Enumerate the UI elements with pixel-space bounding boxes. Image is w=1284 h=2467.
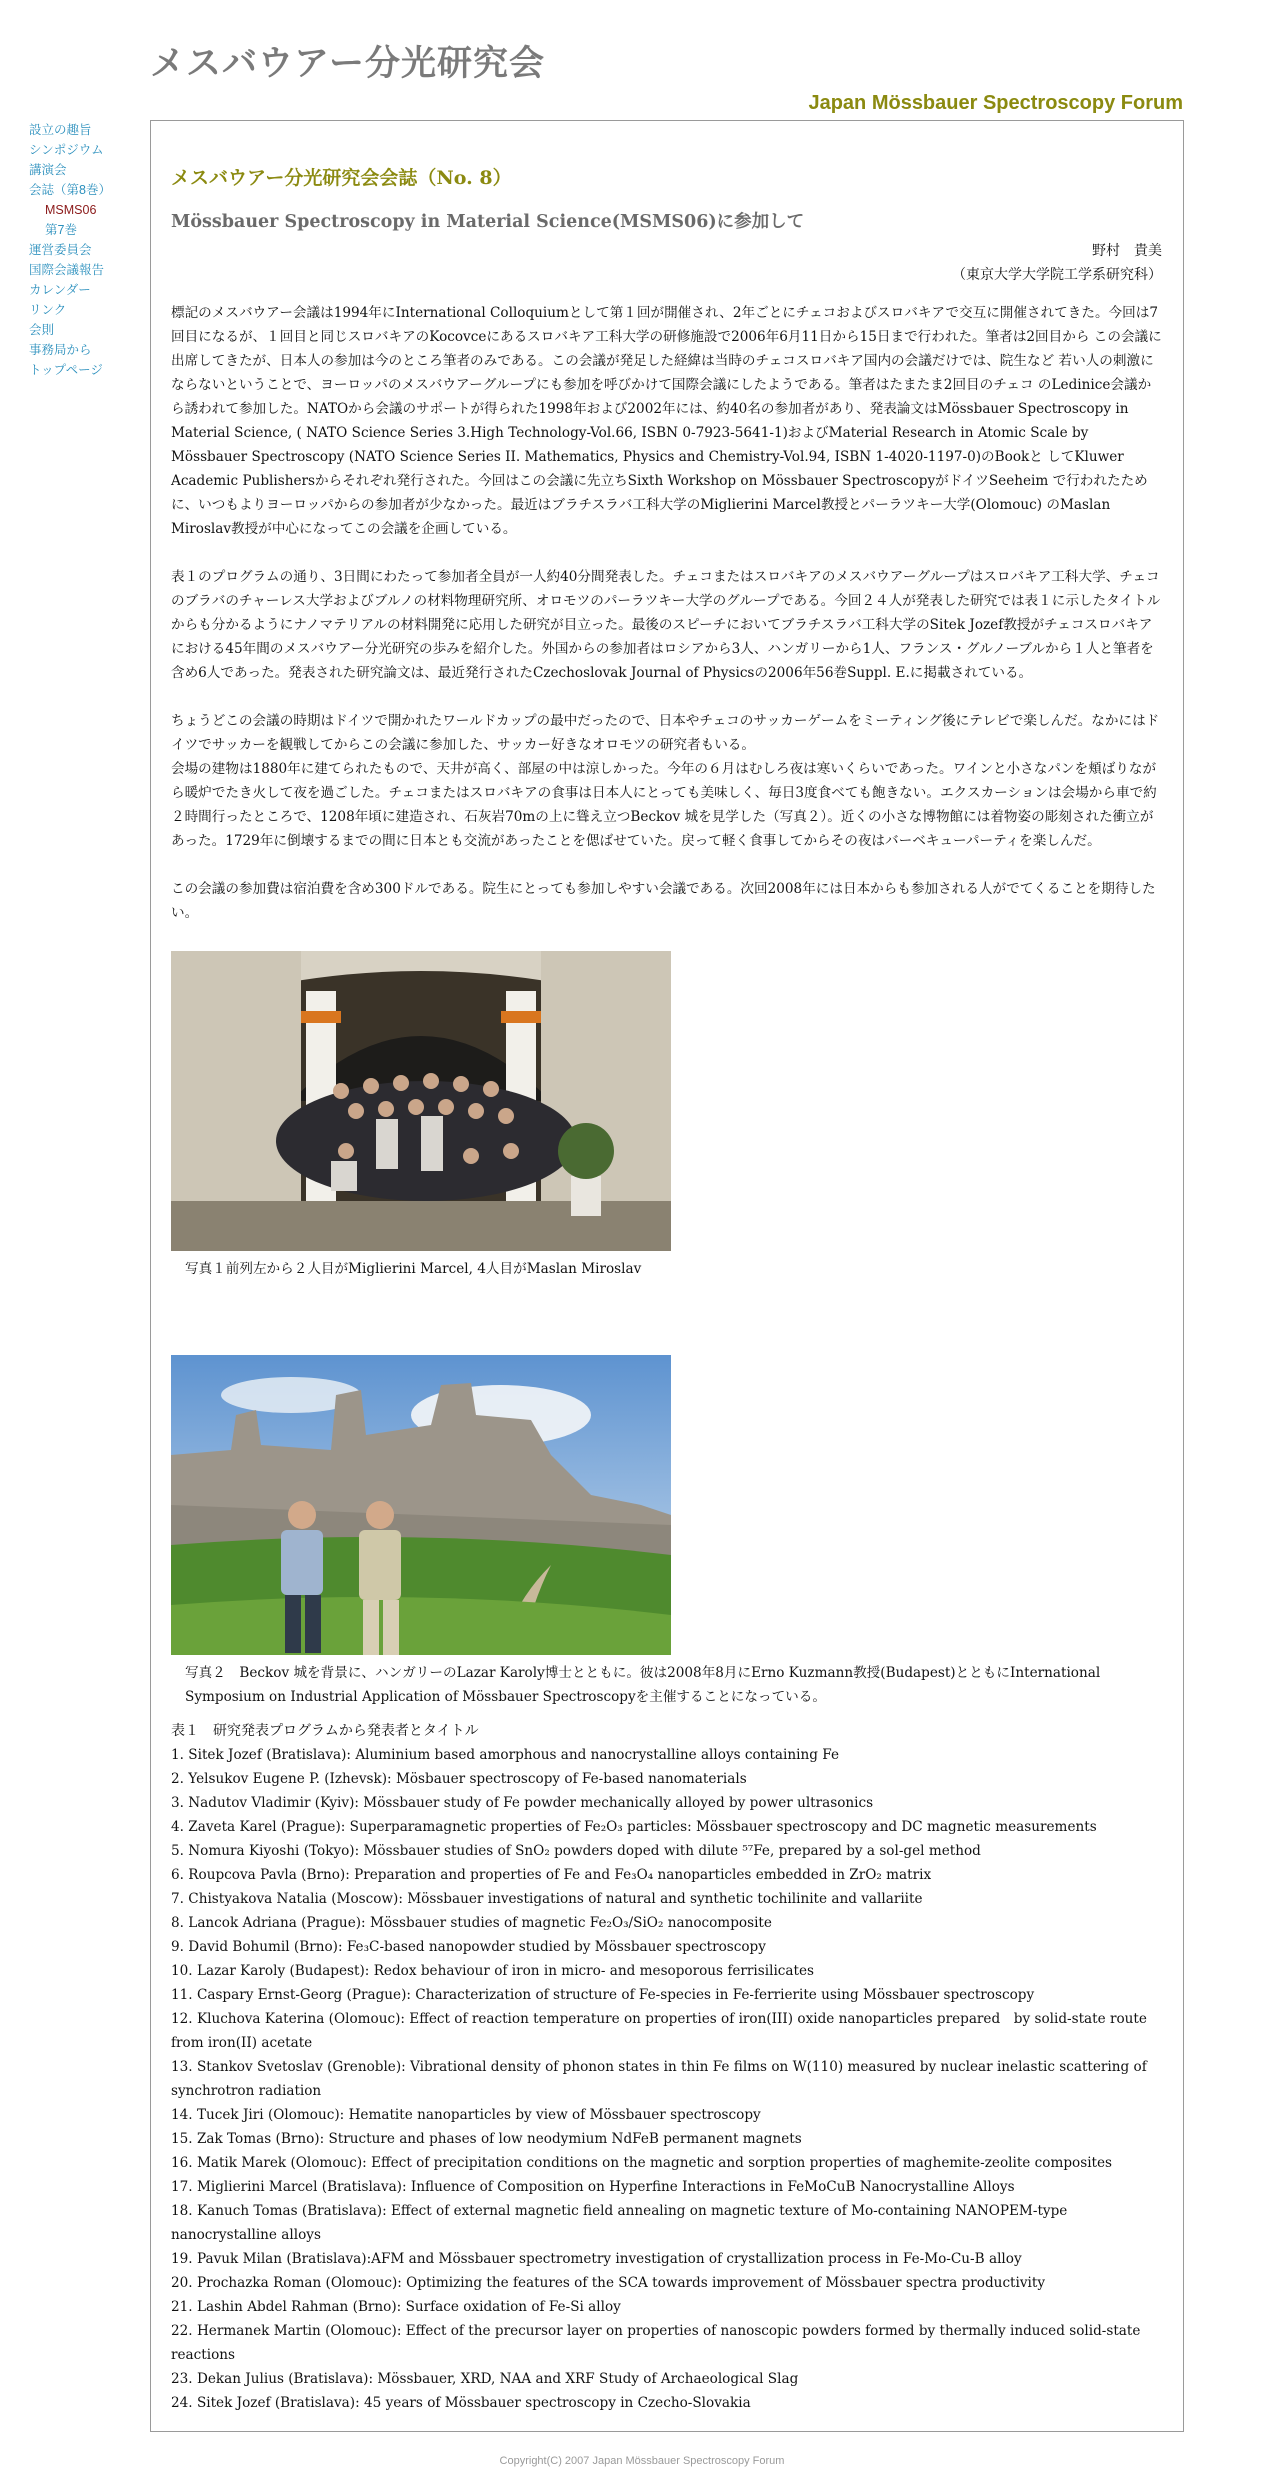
nav-item[interactable]: 講演会 xyxy=(29,163,67,177)
program-item: 1. Sitek Jozef (Bratislava): Aluminium based amorphous and nanocrystalline alloys containing Fe xyxy=(171,1747,839,1763)
nav-item[interactable]: 会誌（第8巻） xyxy=(29,183,111,197)
program-list xyxy=(171,1743,1164,2415)
nav-item[interactable]: リンク xyxy=(29,303,67,317)
nav-item[interactable]: MSMS06 xyxy=(45,203,97,217)
program-item: 14. Tucek Jiri (Olomouc): Hematite nanoparticles by view of Mössbauer spectroscopy xyxy=(171,2107,761,2123)
program-item: 3. Nadutov Vladimir (Kyiv): Mössbauer study of Fe powder mechanically alloyed by power ultrasonics xyxy=(171,1795,874,1811)
nav-item[interactable]: 第7巻 xyxy=(45,223,77,237)
nav-item[interactable]: カレンダー xyxy=(29,283,91,297)
paragraph: 表１のプログラムの通り、3日間にわたって参加者全員が一人約40分間発表した。チェコまたはスロバキアのメスバウアーグループはスロバキア工科大学、チェコのブラバのチャーレス大学およびブルノの材料物理研究所、オロモツのパーラツキー大学のグループである。今回２４人が発表した研究では表１に示したタイトルからも分かるようにナノマテリアルの材料開発に応用した研究が目立った。最後のスピーチにおいてブラチスラバ工科大学のSitek Jozef教授がチェコスロバキアにおける45年間のメスバウアー分光研究の歩みを紹介した。外国からの参加者はロシアから3人、ハンガリーから1人、フランス・グルノーブルから１人と筆者を含め6人であった。発表された研究論文は、最近発行されたCzechoslovak Journal of Physicsの2006年56巻Suppl. E.に掲載されている。 xyxy=(171,569,1161,681)
author-name: 野村 貴美 xyxy=(1092,243,1162,259)
photo1-caption: 写真１前列左から２人目がMiglierini Marcel, 4人目がMaslan Miroslav xyxy=(185,1261,642,1277)
program-item: 20. Prochazka Roman (Olomouc): Optimizing the features of the SCA towards improvement of Mössbauer spectra productivity xyxy=(171,2275,1046,2291)
paragraph: ちょうどこの会議の時期はドイツで開かれたワールドカップの最中だったので、日本やチェコのサッカーゲームをミーティング後にテレビで楽しんだ。なかにはドイツでサッカーを観戦してからこの会議に参加した、サッカー好きなオロモツの研究者もいる。 xyxy=(171,713,1160,753)
nav-item[interactable]: トップページ xyxy=(29,363,103,377)
footer-copyright: Copyright(C) 2007 Japan Mössbauer Spectroscopy Forum xyxy=(499,2455,785,2467)
program-item: 15. Zak Tomas (Brno): Structure and phases of low neodymium NdFeB permanent magnets xyxy=(171,2131,802,2147)
program-item: 12. Kluchova Katerina (Olomouc): Effect of reaction temperature on properties of iron(III) oxide nanoparticles prepared by solid-state route from iron(II) acetate xyxy=(171,2011,1147,2051)
nav-item[interactable]: 国際会議報告 xyxy=(29,263,105,277)
program-item: 16. Matik Marek (Olomouc): Effect of precipitation conditions on the magnetic and sorption properties of maghemite-zeolite composites xyxy=(171,2155,1113,2171)
article-container xyxy=(150,120,1184,2432)
program-item: 4. Zaveta Karel (Prague): Superparamagnetic properties of Fe₂O₃ particles: Mössbauer spectroscopy and DC magnetic measurements xyxy=(171,1819,1097,1835)
nav-item[interactable]: 設立の趣旨 xyxy=(29,123,92,137)
program-table-title: 表１ 研究発表プログラムから発表者とタイトル xyxy=(171,1723,479,1739)
program-item: 9. David Bohumil (Brno): Fe₃C-based nanopowder studied by Mössbauer spectroscopy xyxy=(171,1939,766,1955)
program-item: 2. Yelsukov Eugene P. (Izhevsk): Mösbauer spectroscopy of Fe-based nanomaterials xyxy=(171,1771,747,1787)
nav-item[interactable]: 会則 xyxy=(29,323,55,337)
program-item: 18. Kanuch Tomas (Bratislava): Effect of external magnetic field annealing on magnetic texture of Mo-containing NANOPEM-type nanocrystalline alloys xyxy=(171,2203,1068,2243)
photo2-caption: 写真２ Beckov 城を背景に、ハンガリーのLazar Karoly博士とともに。彼は2008年8月にErno Kuzmann教授(Budapest)とともにInternational Symposium on Industrial Application of Mössbauer Spectroscopyを主催することになっている。 xyxy=(185,1665,1101,1705)
program-item: 22. Hermanek Martin (Olomouc): Effect of the precursor layer on properties of nanoscopic powders formed by thermally induced solid-state reactions xyxy=(171,2323,1141,2363)
program-item: 10. Lazar Karoly (Budapest): Redox behaviour of iron in micro- and mesoporous ferrisilicates xyxy=(171,1963,814,1979)
program-item: 24. Sitek Jozef (Bratislava): 45 years of Mössbauer spectroscopy in Czecho-Slovakia xyxy=(171,2395,751,2411)
article-title: Mössbauer Spectroscopy in Material Science(MSMS06)に参加して xyxy=(171,212,805,232)
forum-title: Japan Mössbauer Spectroscopy Forum xyxy=(808,92,1183,114)
program-item: 6. Roupcova Pavla (Brno): Preparation and properties of Fe and Fe₃O₄ nanoparticles embedded in ZrO₂ matrix xyxy=(171,1867,932,1883)
castle-photo xyxy=(171,1355,671,1655)
nav-item[interactable]: シンポジウム xyxy=(29,143,104,157)
program-item: 21. Lashin Abdel Rahman (Brno): Surface oxidation of Fe-Si alloy xyxy=(171,2299,621,2315)
sidebar-nav xyxy=(29,120,159,380)
paragraph: 標記のメスバウアー会議は1994年にInternational Colloquiumとして第１回が開催され、2年ごとにチェコおよびスロバキアで交互に開催されてきた。今回は7回目になるが、１回目と同じスロバキアのKocovceにあるスロバキア工科大学の研修施設で2006年6月11日から15日まで行われた。筆者は2回目から この会議に出席してきたが、日本人の参加は今のところ筆者のみである。この会議が発足した経緯は当時のチェコスロバキア国内の会議だけでは、院生など 若い人の刺激にならないということで、ヨーロッパのメスバウアーグループにも参加を呼びかけて国際会議にしたようである。筆者はたまたま2回目のチェコ のLedinice会議から誘われて参加した。NATOから会議のサポートが得られた1998年および2002年には、約40名の参加者があり、発表論文はMössbauer Spectroscopy in Material Science, ( NATO Science Series 3.High Technology-Vol.66, ISBN 0-7923-5641-1)およびMaterial Research in Atomic Scale by Mössbauer Spectroscopy (NATO Science Series II. Mathematics, Physics and Chemistry-Vol.94, ISBN 1-4020-1197-0)のBookと してKluwer Academic Publishersからそれぞれ発行された。今回はこの会議に先立ちSixth Workshop on Mössbauer SpectroscopyがドイツSeeheim で行われたために、いつもよりヨーロッパからの参加者が少なかった。最近はブラチスラバ工科大学のMiglierini Marcel教授とパーラツキー大学(Olomouc) のMaslan Miroslav教授が中心になってこの会議を企画している。 xyxy=(171,305,1162,537)
author-block xyxy=(171,239,1164,287)
author-affiliation: （東京大学大学院工学系研究科） xyxy=(952,267,1162,283)
paragraph: この会議の参加費は宿泊費を含め300ドルである。院生にとっても参加しやすい会議である。次回2008年には日本からも参加される人がでてくることを期待したい。 xyxy=(171,881,1156,921)
program-item: 19. Pavuk Milan (Bratislava):AFM and Mössbauer spectrometry investigation of crystallization process in Fe-Mo-Cu-B alloy xyxy=(171,2251,1022,2267)
program-item: 13. Stankov Svetoslav (Grenoble): Vibrational density of phonon states in thin Fe films on W(110) measured by nuclear inelastic scattering of synchrotron radiation xyxy=(171,2059,1147,2099)
nav-item[interactable]: 事務局から xyxy=(29,343,92,357)
program-item: 7. Chistyakova Natalia (Moscow): Mössbauer investigations of natural and synthetic tochilinite and vallariite xyxy=(171,1891,923,1907)
nav-item[interactable]: 運営委員会 xyxy=(29,243,92,257)
journal-title: メスバウアー分光研究会会誌（No. 8） xyxy=(171,167,512,189)
program-item: 17. Miglierini Marcel (Bratislava): Influence of Composition on Hyperfine Interactions in FeMoCuB Nanocrystalline Alloys xyxy=(171,2179,1015,2195)
site-title: メスバウアー分光研究会 xyxy=(150,44,545,84)
program-item: 5. Nomura Kiyoshi (Tokyo): Mössbauer studies of SnO₂ powders doped with dilute ⁵⁷Fe, prepared by a sol-gel method xyxy=(171,1843,981,1859)
group-photo xyxy=(171,951,671,1251)
program-item: 23. Dekan Julius (Bratislava): Mössbauer, XRD, NAA and XRF Study of Archaeological Slag xyxy=(171,2371,799,2387)
program-item: 11. Caspary Ernst-Georg (Prague): Characterization of structure of Fe-species in Fe-ferrierite using Mössbauer spectroscopy xyxy=(171,1987,1035,2003)
paragraph: 会場の建物は1880年に建てられたもので、天井が高く、部屋の中は涼しかった。今年の６月はむしろ夜は寒いくらいであった。ワインと小さなパンを頬ばりながら暖炉でたき火して夜を過ごした。チェコまたはスロバキアの食事は日本人にとっても美味しく、毎日3度食べても飽きない。エクスカーションは会場から車で約２時間行ったところで、1208年頃に建造され、石灰岩70mの上に聳え立つBeckov 城を見学した（写真２）。近くの小さな博物館には着物姿の彫刻された衝立があった。1729年に倒壊するまでの間に日本とも交流があったことを偲ばせていた。戻って軽く食事してからその夜はバーベキューパーティを楽しんだ。 xyxy=(171,761,1157,849)
program-item: 8. Lancok Adriana (Prague): Mössbauer studies of magnetic Fe₂O₃/SiO₂ nanocomposite xyxy=(171,1915,772,1931)
